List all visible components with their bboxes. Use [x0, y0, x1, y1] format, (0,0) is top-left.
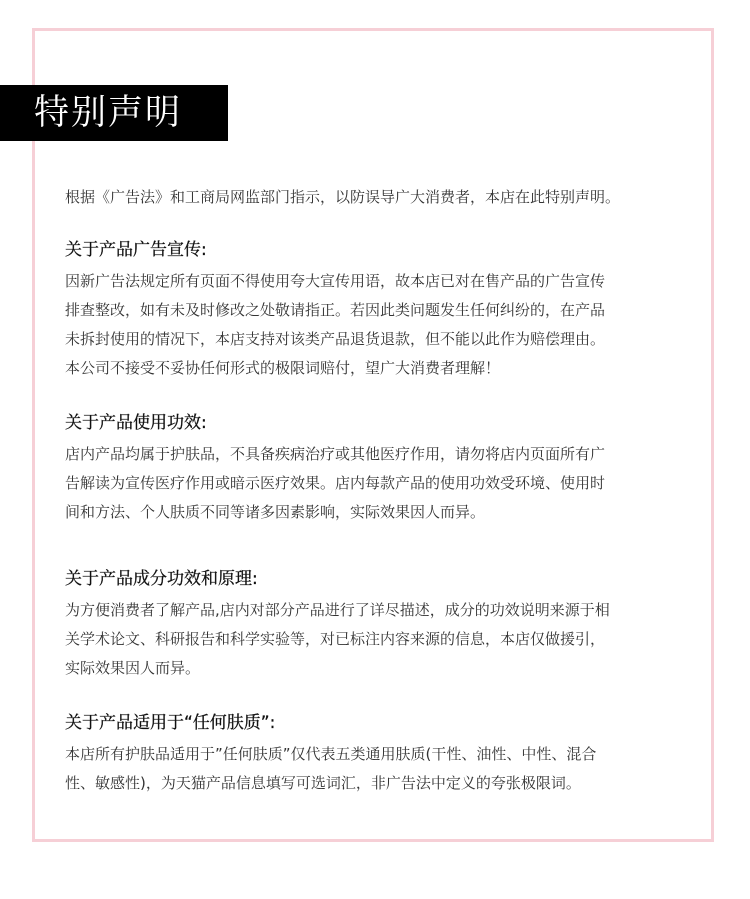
body-line: 未拆封使用的情况下，本店支持对该类产品退货退款，但不能以此作为赔偿理由。: [65, 330, 606, 348]
section-heading: 关于产品使用功效:: [65, 413, 207, 433]
body-line: 间和方法、个人肤质不同等诸多因素影响，实际效果因人而异。: [65, 503, 486, 521]
page-title: 特别声明: [0, 85, 228, 141]
section-heading: 关于产品适用于“任何肤质”:: [65, 713, 276, 733]
section-body: [65, 267, 690, 383]
body-line: 排查整改，如有未及时修改之处敬请指正。若因此类问题发生任何纠纷的，在产品: [65, 301, 606, 319]
body-line: 本公司不接受不妥协任何形式的极限词赔付，望广大消费者理解！: [65, 359, 501, 377]
body-line: 性、敏感性)，为天猫产品信息填写可选词汇，非广告法中定义的夸张极限词。: [65, 774, 581, 792]
section-body: [65, 440, 690, 527]
section-ingredients: [65, 565, 690, 683]
section-skin-types: [65, 709, 690, 798]
section-heading: 关于产品成分功效和原理:: [65, 569, 258, 589]
body-line: 关学术论文、科研报告和科学实验等，对已标注内容来源的信息，本店仅做援引，: [65, 630, 606, 648]
body-line: 店内产品均属于护肤品，不具备疾病治疗或其他医疗作用，请勿将店内页面所有广: [65, 445, 606, 463]
section-heading: 关于产品广告宣传:: [65, 240, 207, 260]
body-line: 因新广告法规定所有页面不得使用夸大宣传用语，故本店已对在售产品的广告宣传: [65, 272, 606, 290]
body-line: 告解读为宣传医疗作用或暗示医疗效果。店内每款产品的使用功效受环境、使用时: [65, 474, 606, 492]
section-advertising: [65, 236, 690, 383]
body-line: 为方便消费者了解产品,店内对部分产品进行了详尽描述，成分的功效说明来源于相: [65, 601, 610, 619]
body-line: 本店所有护肤品适用于”任何肤质”仅代表五类通用肤质(干性、油性、中性、混合: [65, 745, 597, 763]
section-body: [65, 596, 690, 683]
intro-paragraph: 根据《广告法》和工商局网监部门指示，以防误导广大消费者，本店在此特别声明。: [65, 188, 621, 206]
section-efficacy: [65, 409, 690, 527]
section-body: [65, 740, 690, 798]
body-line: 实际效果因人而异。: [65, 659, 201, 677]
